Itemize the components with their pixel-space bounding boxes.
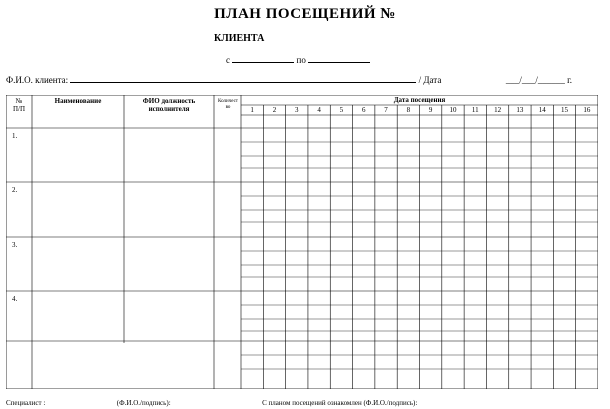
header-quantity: Количест во <box>218 99 238 110</box>
document-subtitle: КЛИЕНТА <box>214 33 265 44</box>
day-number: 3 <box>295 106 299 114</box>
day-number: 1 <box>250 106 254 114</box>
header-name: Наименование <box>54 97 102 105</box>
period-range <box>226 53 370 65</box>
signature-footer <box>6 399 606 407</box>
day-number: 13 <box>516 106 524 114</box>
row-number: 2. <box>12 186 18 194</box>
day-number: 6 <box>361 106 366 114</box>
header-executor: ФИО должность исполнителя <box>142 97 196 113</box>
period-from-label: с <box>226 55 230 65</box>
client-fio-label: Ф.И.О. клиента: <box>6 75 69 85</box>
period-to-field[interactable] <box>308 53 370 63</box>
day-number: 14 <box>538 106 546 114</box>
row-number: 1. <box>12 132 18 140</box>
period-to-label: по <box>296 55 306 65</box>
client-row <box>6 73 606 85</box>
day-number: 7 <box>384 106 388 114</box>
day-number: 12 <box>494 106 502 114</box>
day-number: 16 <box>583 106 591 114</box>
day-number: 9 <box>428 106 433 114</box>
day-number: 4 <box>317 106 321 114</box>
day-number: 2 <box>272 106 277 114</box>
document-title: ПЛАН ПОСЕЩЕНИЙ № <box>214 6 396 22</box>
table-grid-lines <box>6 95 598 389</box>
client-date-field[interactable]: ___/___/______ г. <box>505 75 573 85</box>
acquainted-signature-label: С планом посещений ознакомлен (Ф.И.О./подпись): <box>262 399 418 407</box>
day-number: 15 <box>561 106 569 114</box>
day-number: 11 <box>471 106 479 114</box>
client-fio-field[interactable] <box>70 73 416 83</box>
day-number: 5 <box>339 106 344 114</box>
specialist-signature-label: (Ф.И.О./подпись): <box>116 399 171 407</box>
visit-plan-table <box>6 95 598 389</box>
client-date-label: / Дата <box>418 75 442 85</box>
header-visit-dates: Дата посещения <box>393 96 446 104</box>
period-from-field[interactable] <box>232 53 294 63</box>
specialist-label: Специалист : <box>6 399 46 407</box>
day-number: 8 <box>406 106 411 114</box>
day-number: 10 <box>449 106 457 114</box>
header-row-number: № П/П <box>12 97 26 113</box>
row-number: 4. <box>12 295 18 303</box>
row-number: 3. <box>12 241 18 249</box>
